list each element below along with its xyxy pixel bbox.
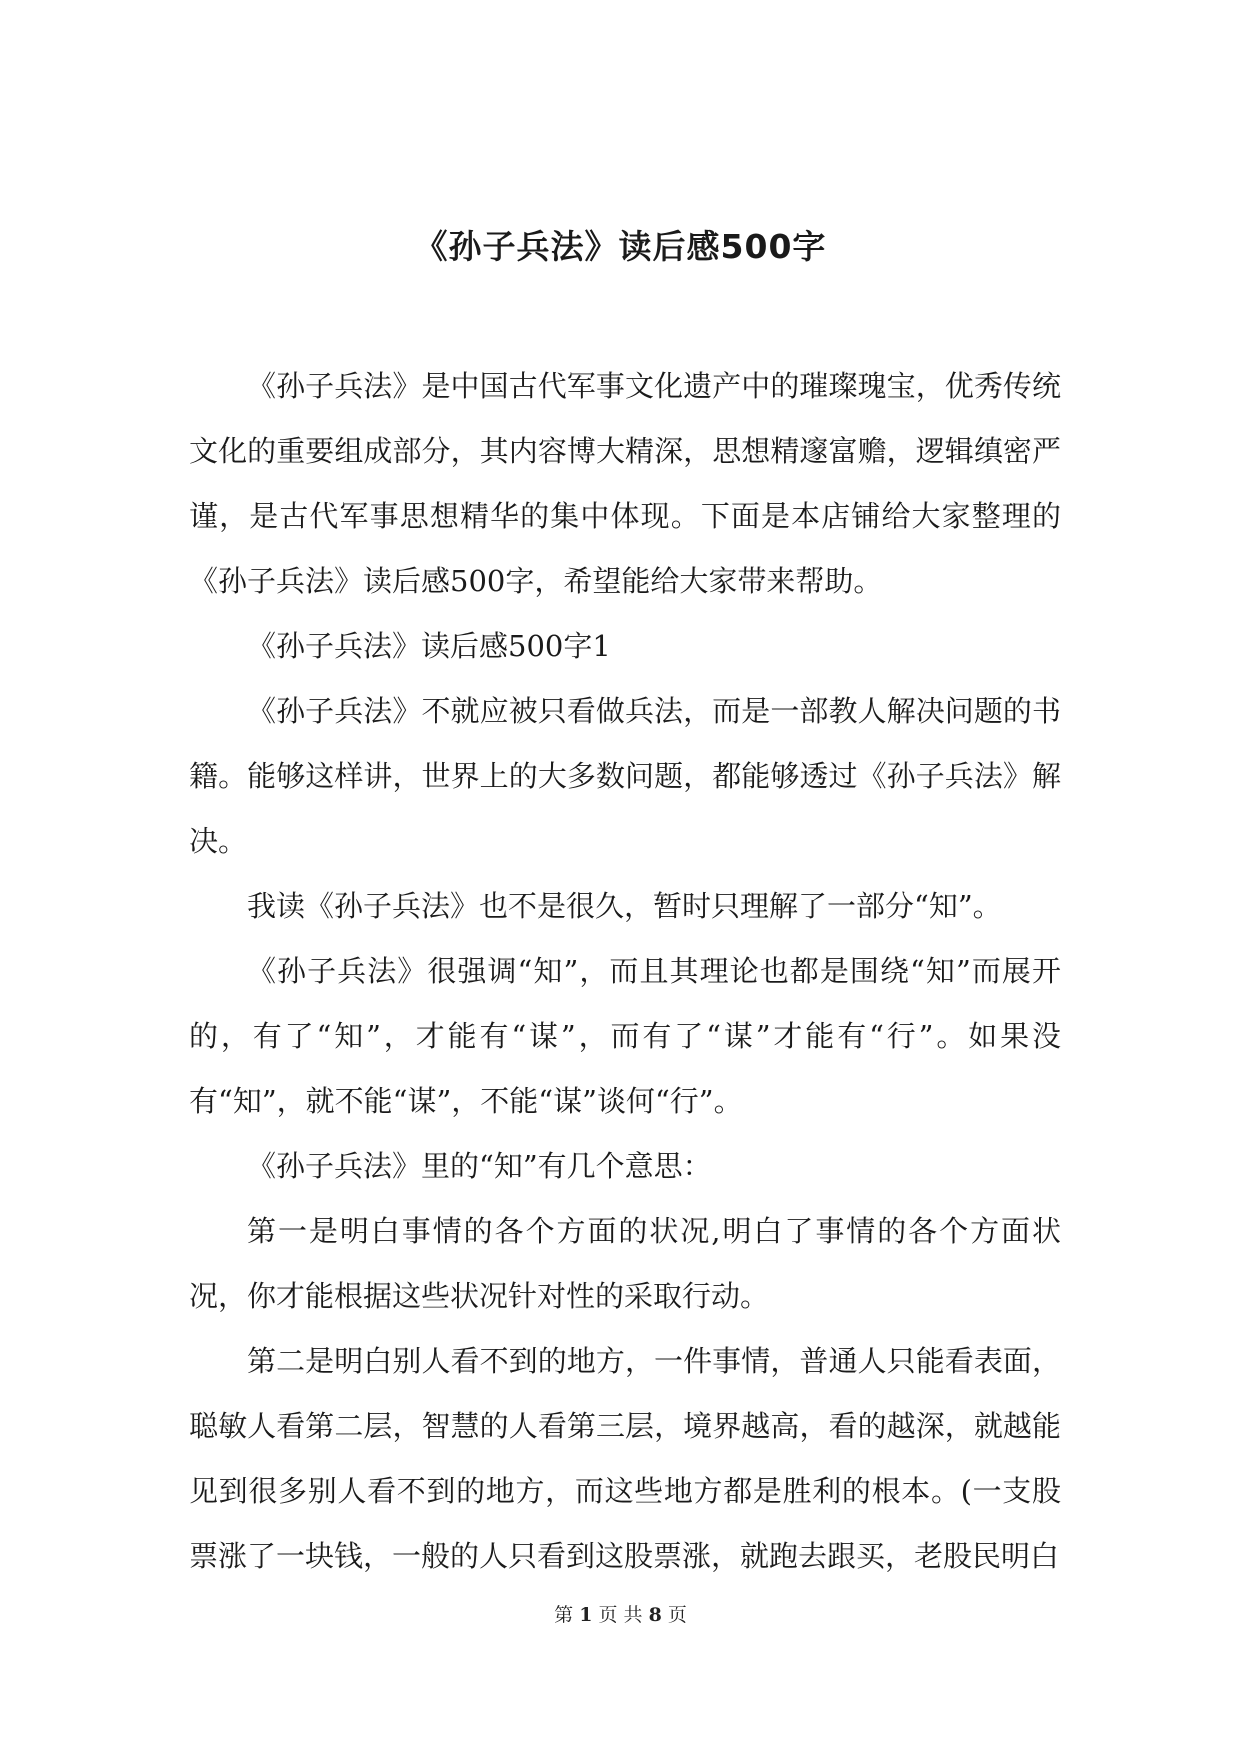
paragraph: 第一是明白事情的各个方面的状况,明白了事情的各个方面状况，你才能根据这些状况针对性的采取行动。 [189,1214,1061,1313]
document-title: 《孙子兵法》读后感500字 [414,227,827,266]
paragraph-intro: 《孙子兵法》是中国古代军事文化遗产中的璀璨瑰宝，优秀传统文化的重要组成部分，其内容博大精深，思想精邃富赡，逻辑缜密严谨，是古代军事思想精华的集中体现。下面是本店铺给大家整理的《孙子兵法》读后感500字，希望能给大家带来帮助。 [189,369,1061,598]
total-pages-number: 8 [648,1604,662,1626]
current-page-number: 1 [579,1604,593,1626]
section-heading: 《孙子兵法》读后感500字1 [247,629,611,663]
footer-prefix: 第 [554,1604,574,1626]
footer-middle: 页 共 [598,1604,643,1626]
paragraph: 《孙子兵法》不就应被只看做兵法，而是一部教人解决问题的书籍。能够这样讲，世界上的大多数问题，都能够透过《孙子兵法》解决。 [189,694,1061,858]
paragraph: 我读《孙子兵法》也不是很久，暂时只理解了一部分“知”。 [247,889,1002,923]
document-body [189,354,1061,1589]
paragraph: 《孙子兵法》很强调“知”，而且其理论也都是围绕“知”而展开的，有了“知”，才能有“谋”，而有了“谋”才能有“行”。如果没有“知”，就不能“谋”，不能“谋”谈何“行”。 [189,954,1061,1118]
paragraph: 《孙子兵法》里的“知”有几个意思： [247,1149,712,1183]
paragraph: 第二是明白别人看不到的地方，一件事情，普通人只能看表面，聪敏人看第二层，智慧的人看第三层，境界越高，看的越深，就越能见到很多别人看不到的地方，而这些地方都是胜利的根本。(一支股票涨了一块钱，一般的人只看到这股票涨，就跑去跟买，老股民明白 [189,1344,1061,1573]
page-footer [0,1600,1241,1630]
footer-suffix: 页 [667,1604,687,1626]
